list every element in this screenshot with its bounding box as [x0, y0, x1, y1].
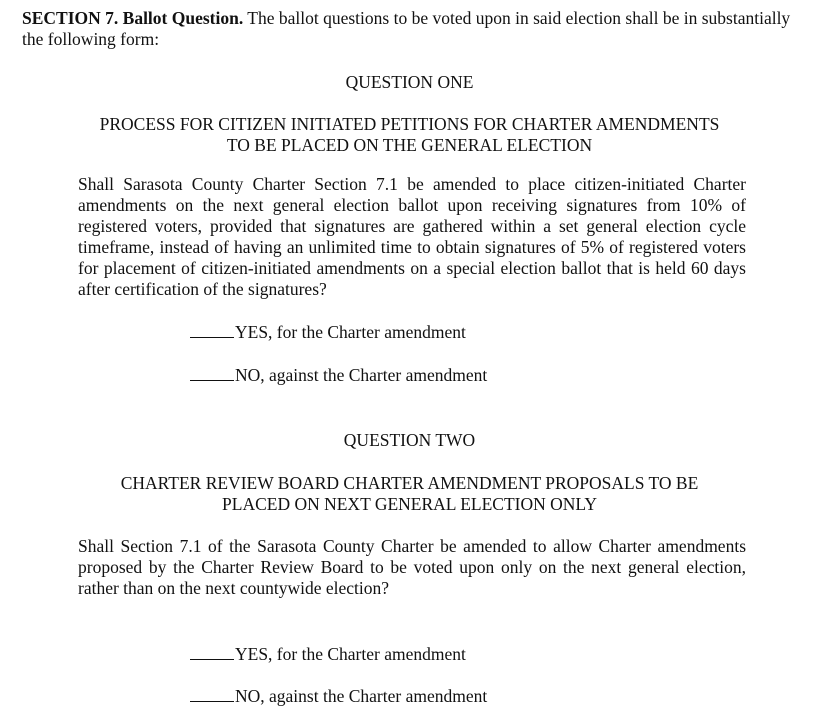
- question-one-no-option[interactable]: [190, 365, 487, 386]
- section-intro: [22, 8, 802, 50]
- question-one-heading: QUESTION ONE: [345, 72, 474, 92]
- question-two-yes-option[interactable]: [190, 644, 466, 665]
- question-one-no-label: NO, against the Charter amendment: [235, 365, 488, 385]
- no-blank-line[interactable]: [190, 365, 234, 381]
- question-two-heading: QUESTION TWO: [343, 430, 476, 450]
- question-two-no-label: NO, against the Charter amendment: [235, 686, 488, 706]
- question-one-yes-label: YES, for the Charter amendment: [235, 322, 466, 342]
- yes-blank-line[interactable]: [190, 322, 234, 338]
- question-one-title-line1: PROCESS FOR CITIZEN INITIATED PETITIONS FOR CHARTER AMENDMENTS: [99, 114, 720, 134]
- question-one-title: [0, 114, 819, 156]
- question-one-yes-option[interactable]: [190, 322, 466, 343]
- question-two-title-line1: CHARTER REVIEW BOARD CHARTER AMENDMENT PROPOSALS TO BE: [120, 473, 699, 493]
- yes-blank-line[interactable]: [190, 644, 234, 660]
- question-two-title-line2: PLACED ON NEXT GENERAL ELECTION ONLY: [222, 494, 597, 514]
- question-two-yes-label: YES, for the Charter amendment: [235, 644, 466, 664]
- question-two-title: [0, 473, 819, 515]
- question-one-title-line2: TO BE PLACED ON THE GENERAL ELECTION: [226, 135, 593, 155]
- section-label: SECTION 7. Ballot Question.: [22, 8, 244, 28]
- no-blank-line[interactable]: [190, 686, 234, 702]
- question-two-no-option[interactable]: [190, 686, 487, 707]
- question-two-body: Shall Section 7.1 of the Sarasota County Charter be amended to allow Charter amendments proposed by the Charter Review Board to be voted upon only on the next general election, rather than on the next countywide election?: [78, 536, 746, 598]
- question-one-body: Shall Sarasota County Charter Section 7.1 be amended to place citizen-initiated Charter amendments on the next general election ballot upon receiving signatures from 10% of registered voters, provided that signatures are gathered within a set general election cycle timeframe, instead of having an unlimited time to obtain signatures of 5% of registered voters for placement of citizen-initiated amendments on a special election ballot that is held 60 days after certification of the signatures?: [78, 174, 746, 299]
- section-text: The ballot questions to be voted upon in said election shall be in substantially the following form:: [22, 8, 791, 49]
